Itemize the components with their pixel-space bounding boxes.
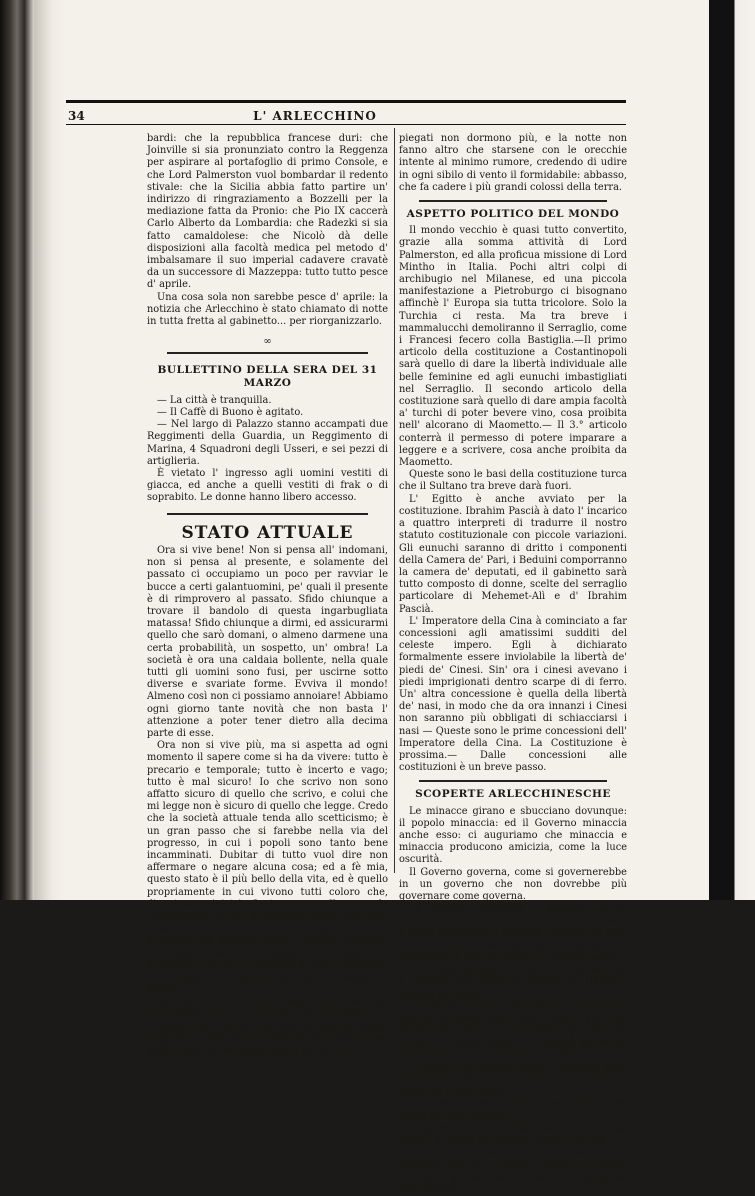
article-paragraph: Queste sono le basi della costituzione turca che il Sultano tra breve darà fuori. xyxy=(399,469,627,493)
opening-paragraph: bardi: che la repubblica francese duri: che Joinville si sia pronunziato contro la Reggenza per aspirare al portafoglio di primo Console, e che Lord Palmerston vuol bombardar il redento stivale: che la Sicilia abbia fatto partire un' indirizzo di ringraziamento a Bozzelli per la mediazione fatta da Pronio: che Pio IX caccerà Carlo Alberto da Lombardia: che Radezki si sia fatto camaldolese: che Nicolò dà delle disposizioni alla facoltà medica pel metodo d' imbalsamare il suo imperial cadavere cravatè da un successore di Mazzeppa: tutto tutto pesce d' aprile. xyxy=(147,133,388,291)
article-paragraph: Il Governo stesso non si persuade che i consigli, che gli si danno tendono a fargli ricordare quella frase di moda che abbiamo spiattellata. xyxy=(399,1147,627,1195)
running-title: L' ARLECCHINO xyxy=(253,109,377,123)
section-rule xyxy=(167,513,368,515)
continuation-paragraph: piegati non dormono più, e la notte non fanno altro che starsene con le orecchie intente al minimo rumore, credendo di udire in ogni sibilo di vento il formidabile: abbasso, che fa cadere i più grandi colossi della terra. xyxy=(399,133,627,193)
article-paragraph: Il Governo governa, come si governerebbe in un governo che non dovrebbe più governare come governa. xyxy=(399,866,627,902)
article-paragraph: L' Egitto è anche avviato per la costituzione. Ibrahim Pascià à dato l' incarico a quattro interpreti di tradurre il nostro statuto costituzionale con piccole variazioni. Gli eunuchi saranno di dritto i componenti della Camera de' Pari, i Beduini comporranno la camera de' deputati, ed il gabinetto sarà tutto composto di donne, scelte del serraglio particolare di Mehemet-Alì e d' Ibrahim Pascià. xyxy=(399,493,627,615)
article-paragraph: Ora non si vive più, ma si aspetta ad ogni momento il sapere come si ha da vivere: tutto è precario e temporale; tutto è incerto e vago; tutto è mal sicuro! Io che scrivo non sono affatto sicuro di quello che scrivo, e colui che mi legge non è sicuro di quello che legge. Credo che la società attuale tenda allo scetticismo; è un gran passo che si farebbe nella via del progresso, in cui i popoli sono tanto bene incamminati. Dubitar di tutto vuol dire non affermare o negare alcuna cosa; ed a fè mia, questo stato è il più bello della vita, ed è quello propriamente in cui vivono tutti coloro che, diventano ministri. Costoro non affermano la Costituzione, e non la negano; sanno che sono impotenti a sostenere il peso degli affari, ma dubitano che possano forse riuscirvi: dubitano del voto pubblico, dubitano del governo, dubitano di tutto, e finanche di loro medesimi; ed è questa la ragione per cui non agiscono affatto. xyxy=(147,740,388,996)
section-rule xyxy=(419,200,607,202)
page-number: 34 xyxy=(68,109,85,123)
bulletin-item: — La città è tranquilla. xyxy=(157,394,272,406)
header-rule-bottom xyxy=(66,124,626,125)
page-edge-right xyxy=(709,0,755,900)
bulletin-item: È vietato l' ingresso agli uomini vestiti di giacca, ed anche a quelli vestiti di frak o di soprabito. Le donne hanno libero accesso. xyxy=(147,468,388,504)
book-binding xyxy=(0,0,34,900)
section-rule xyxy=(167,352,368,354)
bulletin-item: — Nel largo di Palazzo stanno accampati due Reggimenti della Guardia, un Reggimento di Marina, 4 Squadroni degli Usseri, e sei pezzi di artiglieria. xyxy=(147,419,388,467)
article-paragraph: Le truppe ardono, bruciano e sono assidue a correre per tutte le piazze di Napoli... intendi pei larghi. xyxy=(399,964,627,1000)
ornament-mark: ∞ xyxy=(263,336,272,348)
page-edge-left xyxy=(34,0,64,900)
article-paragraph: Ora si vive bene! Non si pensa all' indomani, non si pensa al presente, e solamente del passato ci occupiamo un poco per ravviar le bucce a certi galantuomini, pe' quali il presente è di rimprovero al passato. Sfido chiunque a trovare il bandolo di questa ingarbugliata matassa! Sfido chiunque a dirmi, ed assicurarmi quello che sarò domani, o almeno darmene una certa probabilità, un sospetto, un' ombra! La società è ora una caldaia bollente, nella quale tutti gli uomini sono fusi, per uscirne sotto diverse e svariate forme. Evviva il mondo! Almeno così non ci possiamo annoiare! Abbiamo ogni giorno tante novità che non basta l' attenzione a poter tener dietro alla decima parte di esse. xyxy=(147,544,388,739)
article-paragraph: Il governo non ricorda mai che il troppo tardi è di moda contagiosa, come il Gripp. xyxy=(399,1122,627,1147)
header-rule-top xyxy=(66,100,626,103)
bulletin-item: — Il Caffè di Buono è agitato. xyxy=(157,407,304,419)
section-rule xyxy=(419,780,607,782)
article-paragraph: Il mondo vecchio è quasi tutto convertito, grazie alla somma attività di Lord Palmerston, ed alla proficua missione di Lord Minthο in Italia. Pochi altri colpi di archibugio nel Milanese, ed una piccola manifestazione a Pietroburgo ci bisognano affinchè l' Europa sia tutta tricolore. Solo la Turchia ci resta. Ma tra breve i mammalucchi demoliranno il Serraglio, come i Francesi fecero colla Bastiglia.—Il primo articolo della costituzione a Costantinopoli sarà quello di dare la libertà individuale alle belle feminine ed agli eunuchi imbastigliati nel Serraglio. Il secondo articolo della costituzione sarà quello di dare ampia facoltà a' turchi di poter bevere vino, cosa proibita nell' alcorano di Maometto.— Il 3.° articolo conterrà il permesso di potere imparare a leggere e a scrivere, cosa anche proibita da Maometto. xyxy=(399,225,627,469)
bulletin-title: BULLETTINO DELLA SERA DEL 31 MARZO xyxy=(157,364,378,389)
right-column xyxy=(399,133,627,1196)
article-paragraph: I cittadini cominciano ad assuefarsi alla moda dei falsi allarmi. xyxy=(399,1098,627,1122)
left-column xyxy=(147,133,388,1057)
article-paragraph: I Ministri moribondi, morti, o nascenti sono rimasti all' atto di Fede per non arrivare a quello di Contrizione. xyxy=(399,1061,627,1098)
article-paragraph: La Guardia Nazionale si lamenta che io Arlecchino mi sia mischiato fra essa, e vuole a forza mandarmi a Venezia; giacchè mi dice vivere meglio colà che qui... forse per la concorrenza che ho trovato in questo paese. xyxy=(399,903,627,963)
column-divider xyxy=(394,128,395,873)
article-paragraph: Le minacce girano e sbucciano dovunque: il popolo minaccia: ed il Governo minaccia anche esso: ci auguriamo che minaccia e minaccia producono amicizia, come la luce oscurità. xyxy=(399,805,627,866)
opening-paragraph: Una cosa sola non sarebbe pesce d' aprile: la notizia che Arlecchino è stato chiamato di notte in tutta fretta al gabinetto... per riorganizzarlo. xyxy=(147,291,388,328)
article-paragraph: I Generali si danno da fare per un piano di guerra da presentarsi alle Camere per una Spedizione contro il Gran Mogol per indurlo a dare la Costituzione, che i popoli gli hanno domandato con un bellissimo garbo. xyxy=(399,1000,627,1061)
scoperte-title: SCOPERTE ARLECCHINESCHE xyxy=(415,788,611,801)
article-paragraph: L' Imperatore della Cina à cominciato a far concessioni agli amatissimi sudditi del celeste impero. Egli à dichiarato formalmente essere inviolabile la libertà de' piedi de' Cinesi. Sin' ora i cinesi avevano i piedi imprigionati dentro scarpe di di ferro. Un' altra concessione è quella della libertà de' nasi, in modo che da ora innanzi i Cinesi non saranno più obbligati di schiacciarsi i nasi — Queste sono le prime concessioni dell' Imperatore della Cina. La Costituzione è prossima.— Dalle concessioni alle costituzioni è un breve passo. xyxy=(399,615,627,774)
aspetto-title: ASPETTO POLITICO DEL MONDO xyxy=(406,208,620,221)
article-paragraph: Ogni giorno vi è una dimostrazione ed una manifestazione, ma nessuna cosa si dimostra, e si manifesta, tranne che tutti vorremmo avere impieghi, come se gl' impieghi ora fossero una bella cosa! Per me sono sicuro che gl' im- xyxy=(147,996,388,1057)
stato-attuale-title: STATO ATTUALE xyxy=(181,522,354,543)
